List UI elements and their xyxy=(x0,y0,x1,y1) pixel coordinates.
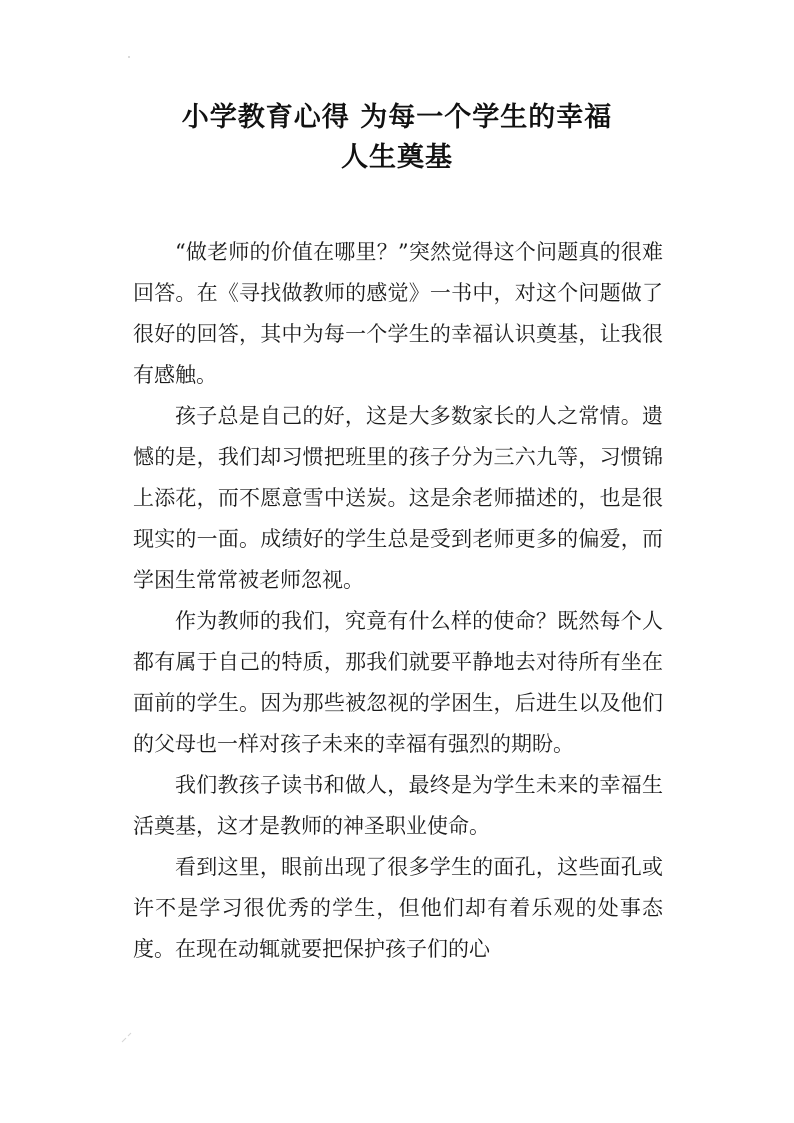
paragraph-5: 看到这里，眼前出现了很多学生的面孔，这些面孔或许不是学习很优秀的学生，但他们却有着乐观的处事态度。在现在动辄就要把保护孩子们的心 xyxy=(133,855,663,961)
document-title xyxy=(130,98,664,178)
paragraph-4: 我们教孩子读书和做人，最终是为学生未来的幸福生活奠基，这才是教师的神圣职业使命。 xyxy=(133,773,663,838)
document-body xyxy=(133,232,663,970)
paragraph-2: 孩子总是自己的好，这是大多数家长的人之常情。遗憾的是，我们却习惯把班里的孩子分为三六九等，习惯锦上添花，而不愿意雪中送炭。这是余老师描述的，也是很现实的一面。成绩好的学生总是受到老师更多的偏爱，而学困生常常被老师忽视。 xyxy=(133,404,663,592)
scan-mark-icon xyxy=(120,1030,134,1044)
paragraph-1: “做老师的价值在哪里？”突然觉得这个问题真的很难回答。在《寻找做教师的感觉》一书中，对这个问题做了很好的回答，其中为每一个学生的幸福认识奠基，让我很有感触。 xyxy=(133,240,663,387)
title-line-1: 小学教育心得 为每一个学生的幸福 xyxy=(181,102,613,133)
paragraph-3: 作为教师的我们，究竟有什么样的使命？既然每个人都有属于自己的特质，那我们就要平静地去对待所有坐在面前的学生。因为那些被忽视的学困生，后进生以及他们的父母也一样对孩子未来的幸福有强烈的期盼。 xyxy=(133,609,663,756)
title-line-2: 人生奠基 xyxy=(341,142,453,173)
scan-mark xyxy=(128,56,130,58)
